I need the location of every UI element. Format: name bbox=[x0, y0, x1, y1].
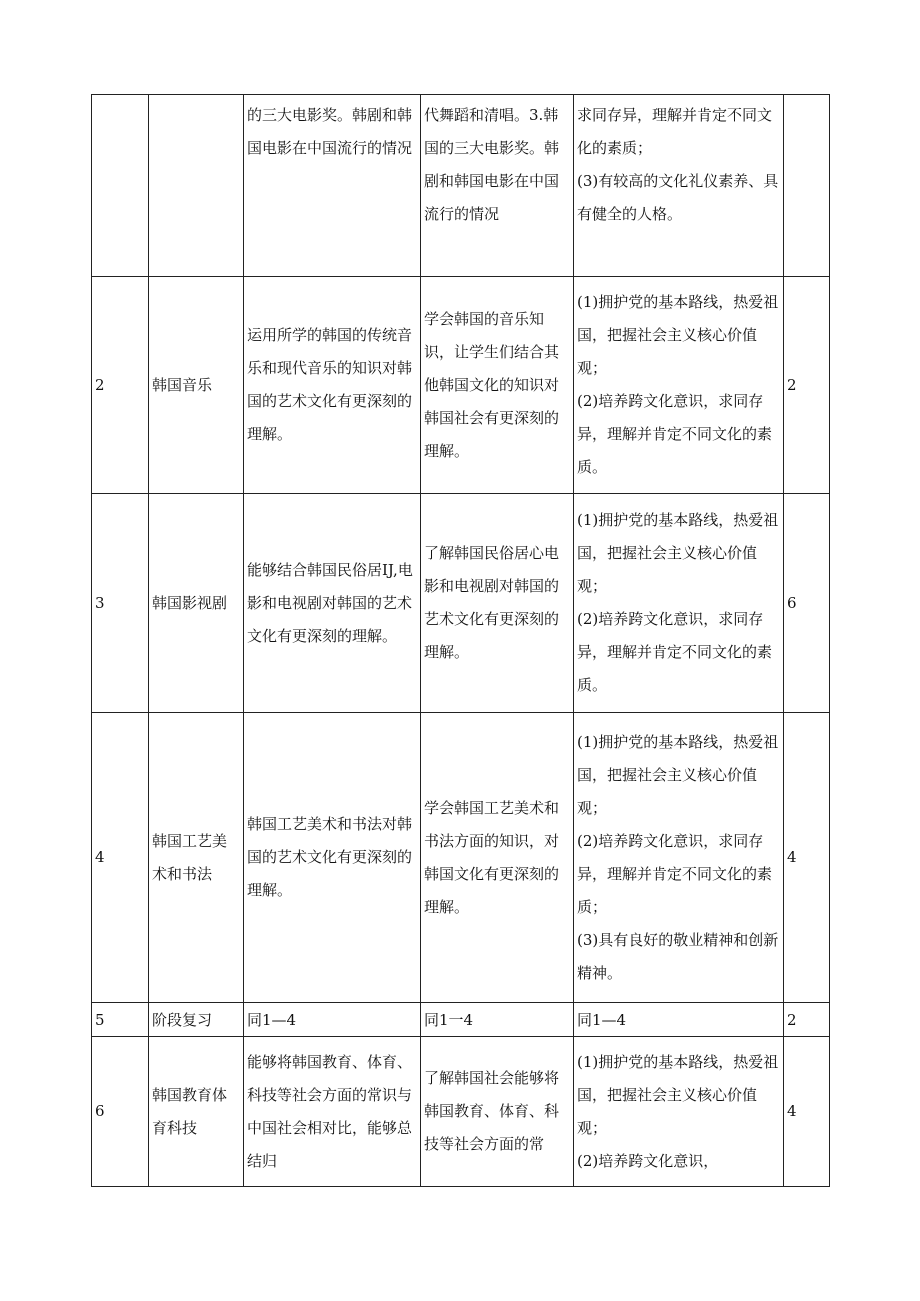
syllabus-table bbox=[91, 94, 830, 1187]
ideology-line: (3)有较高的文化礼仪素养、具有健全的人格。 bbox=[577, 172, 779, 223]
cell-unit: 韩国音乐 bbox=[149, 277, 244, 494]
ideology-line: 同1—4 bbox=[577, 1010, 627, 1029]
cell-content: 运用所学的韩国的传统音乐和现代音乐的知识对韩国的艺术文化有更深刻的理解。 bbox=[244, 277, 421, 494]
cell-requirement: 同1一4 bbox=[421, 1003, 574, 1037]
ideology-line: (1)拥护党的基本路线，热爱祖国，把握社会主义核心价值观； bbox=[577, 1052, 779, 1137]
ideology-line: (2)培养跨文化意识，求同存异，理解并肯定不同文化的素质。 bbox=[577, 610, 773, 694]
ideology-line: (2)培养跨文化意识， bbox=[577, 1151, 719, 1170]
ideology-line: (1)拥护党的基本路线，热爱祖国，把握社会主义核心价值观； bbox=[577, 293, 779, 377]
ideology-line: 求同存异，理解并肯定不同文化的素质； bbox=[577, 106, 773, 157]
cell-requirement: 学会韩国工艺美术和书法方面的知识，对韩国文化有更深刻的理解。 bbox=[421, 713, 574, 1003]
ideology-line: (1)拥护党的基本路线，热爱祖国，把握社会主义核心价值观； bbox=[577, 511, 779, 595]
cell-no: 4 bbox=[92, 713, 149, 1003]
cell-content: 同1—4 bbox=[244, 1003, 421, 1037]
ideology-line: (1)拥护党的基本路线，热爱祖国，把握社会主义核心价值观； bbox=[577, 732, 779, 817]
table-row bbox=[92, 1003, 830, 1037]
cell-no bbox=[92, 95, 149, 277]
cell-ideology bbox=[574, 95, 784, 277]
ideology-line: (2)培养跨文化意识，求同存异，理解并肯定不同文化的素质。 bbox=[577, 392, 773, 476]
ideology-line: (3)具有良好的敬业精神和创新精神。 bbox=[577, 930, 779, 982]
cell-requirement: 学会韩国的音乐知识，让学生们结合其他韩国文化的知识对韩国社会有更深刻的理解。 bbox=[421, 277, 574, 494]
cell-ideology bbox=[574, 1003, 784, 1037]
cell-unit: 阶段复习 bbox=[149, 1003, 244, 1037]
cell-no: 3 bbox=[92, 494, 149, 713]
table-row bbox=[92, 95, 830, 277]
cell-content: 的三大电影奖。韩剧和韩国电影在中国流行的情况 bbox=[244, 95, 421, 277]
cell-unit: 韩国影视剧 bbox=[149, 494, 244, 713]
cell-requirement: 了解韩国民俗居心电影和电视剧对韩国的艺术文化有更深刻的理解。 bbox=[421, 494, 574, 713]
cell-unit: 韩国教育体育科技 bbox=[149, 1037, 244, 1187]
cell-unit: 韩国工艺美术和书法 bbox=[149, 713, 244, 1003]
cell-no: 5 bbox=[92, 1003, 149, 1037]
cell-unit bbox=[149, 95, 244, 277]
cell-hours: 2 bbox=[784, 277, 830, 494]
cell-hours: 2 bbox=[784, 1003, 830, 1037]
table-row bbox=[92, 713, 830, 1003]
table-row bbox=[92, 494, 830, 713]
cell-no: 2 bbox=[92, 277, 149, 494]
cell-ideology bbox=[574, 494, 784, 713]
cell-hours: 4 bbox=[784, 713, 830, 1003]
cell-content: 能够结合韩国民俗居IJ,电影和电视剧对韩国的艺术文化有更深刻的理解。 bbox=[244, 494, 421, 713]
cell-requirement: 代舞蹈和清唱。3.韩国的三大电影奖。韩剧和韩国电影在中国流行的情况 bbox=[421, 95, 574, 277]
table-row bbox=[92, 277, 830, 494]
cell-ideology bbox=[574, 277, 784, 494]
cell-content: 能够将韩国教育、体育、科技等社会方面的常识与中国社会相对比，能够总结归 bbox=[244, 1037, 421, 1187]
cell-requirement: 了解韩国社会能够将韩国教育、体育、科技等社会方面的常 bbox=[421, 1037, 574, 1187]
table-row bbox=[92, 1037, 830, 1187]
cell-hours bbox=[784, 95, 830, 277]
cell-no: 6 bbox=[92, 1037, 149, 1187]
cell-hours: 4 bbox=[784, 1037, 830, 1187]
cell-ideology bbox=[574, 1037, 784, 1187]
cell-content: 韩国工艺美术和书法对韩国的艺术文化有更深刻的理解。 bbox=[244, 713, 421, 1003]
cell-ideology bbox=[574, 713, 784, 1003]
ideology-line: (2)培养跨文化意识，求同存异，理解并肯定不同文化的素质； bbox=[577, 831, 773, 916]
cell-hours: 6 bbox=[784, 494, 830, 713]
